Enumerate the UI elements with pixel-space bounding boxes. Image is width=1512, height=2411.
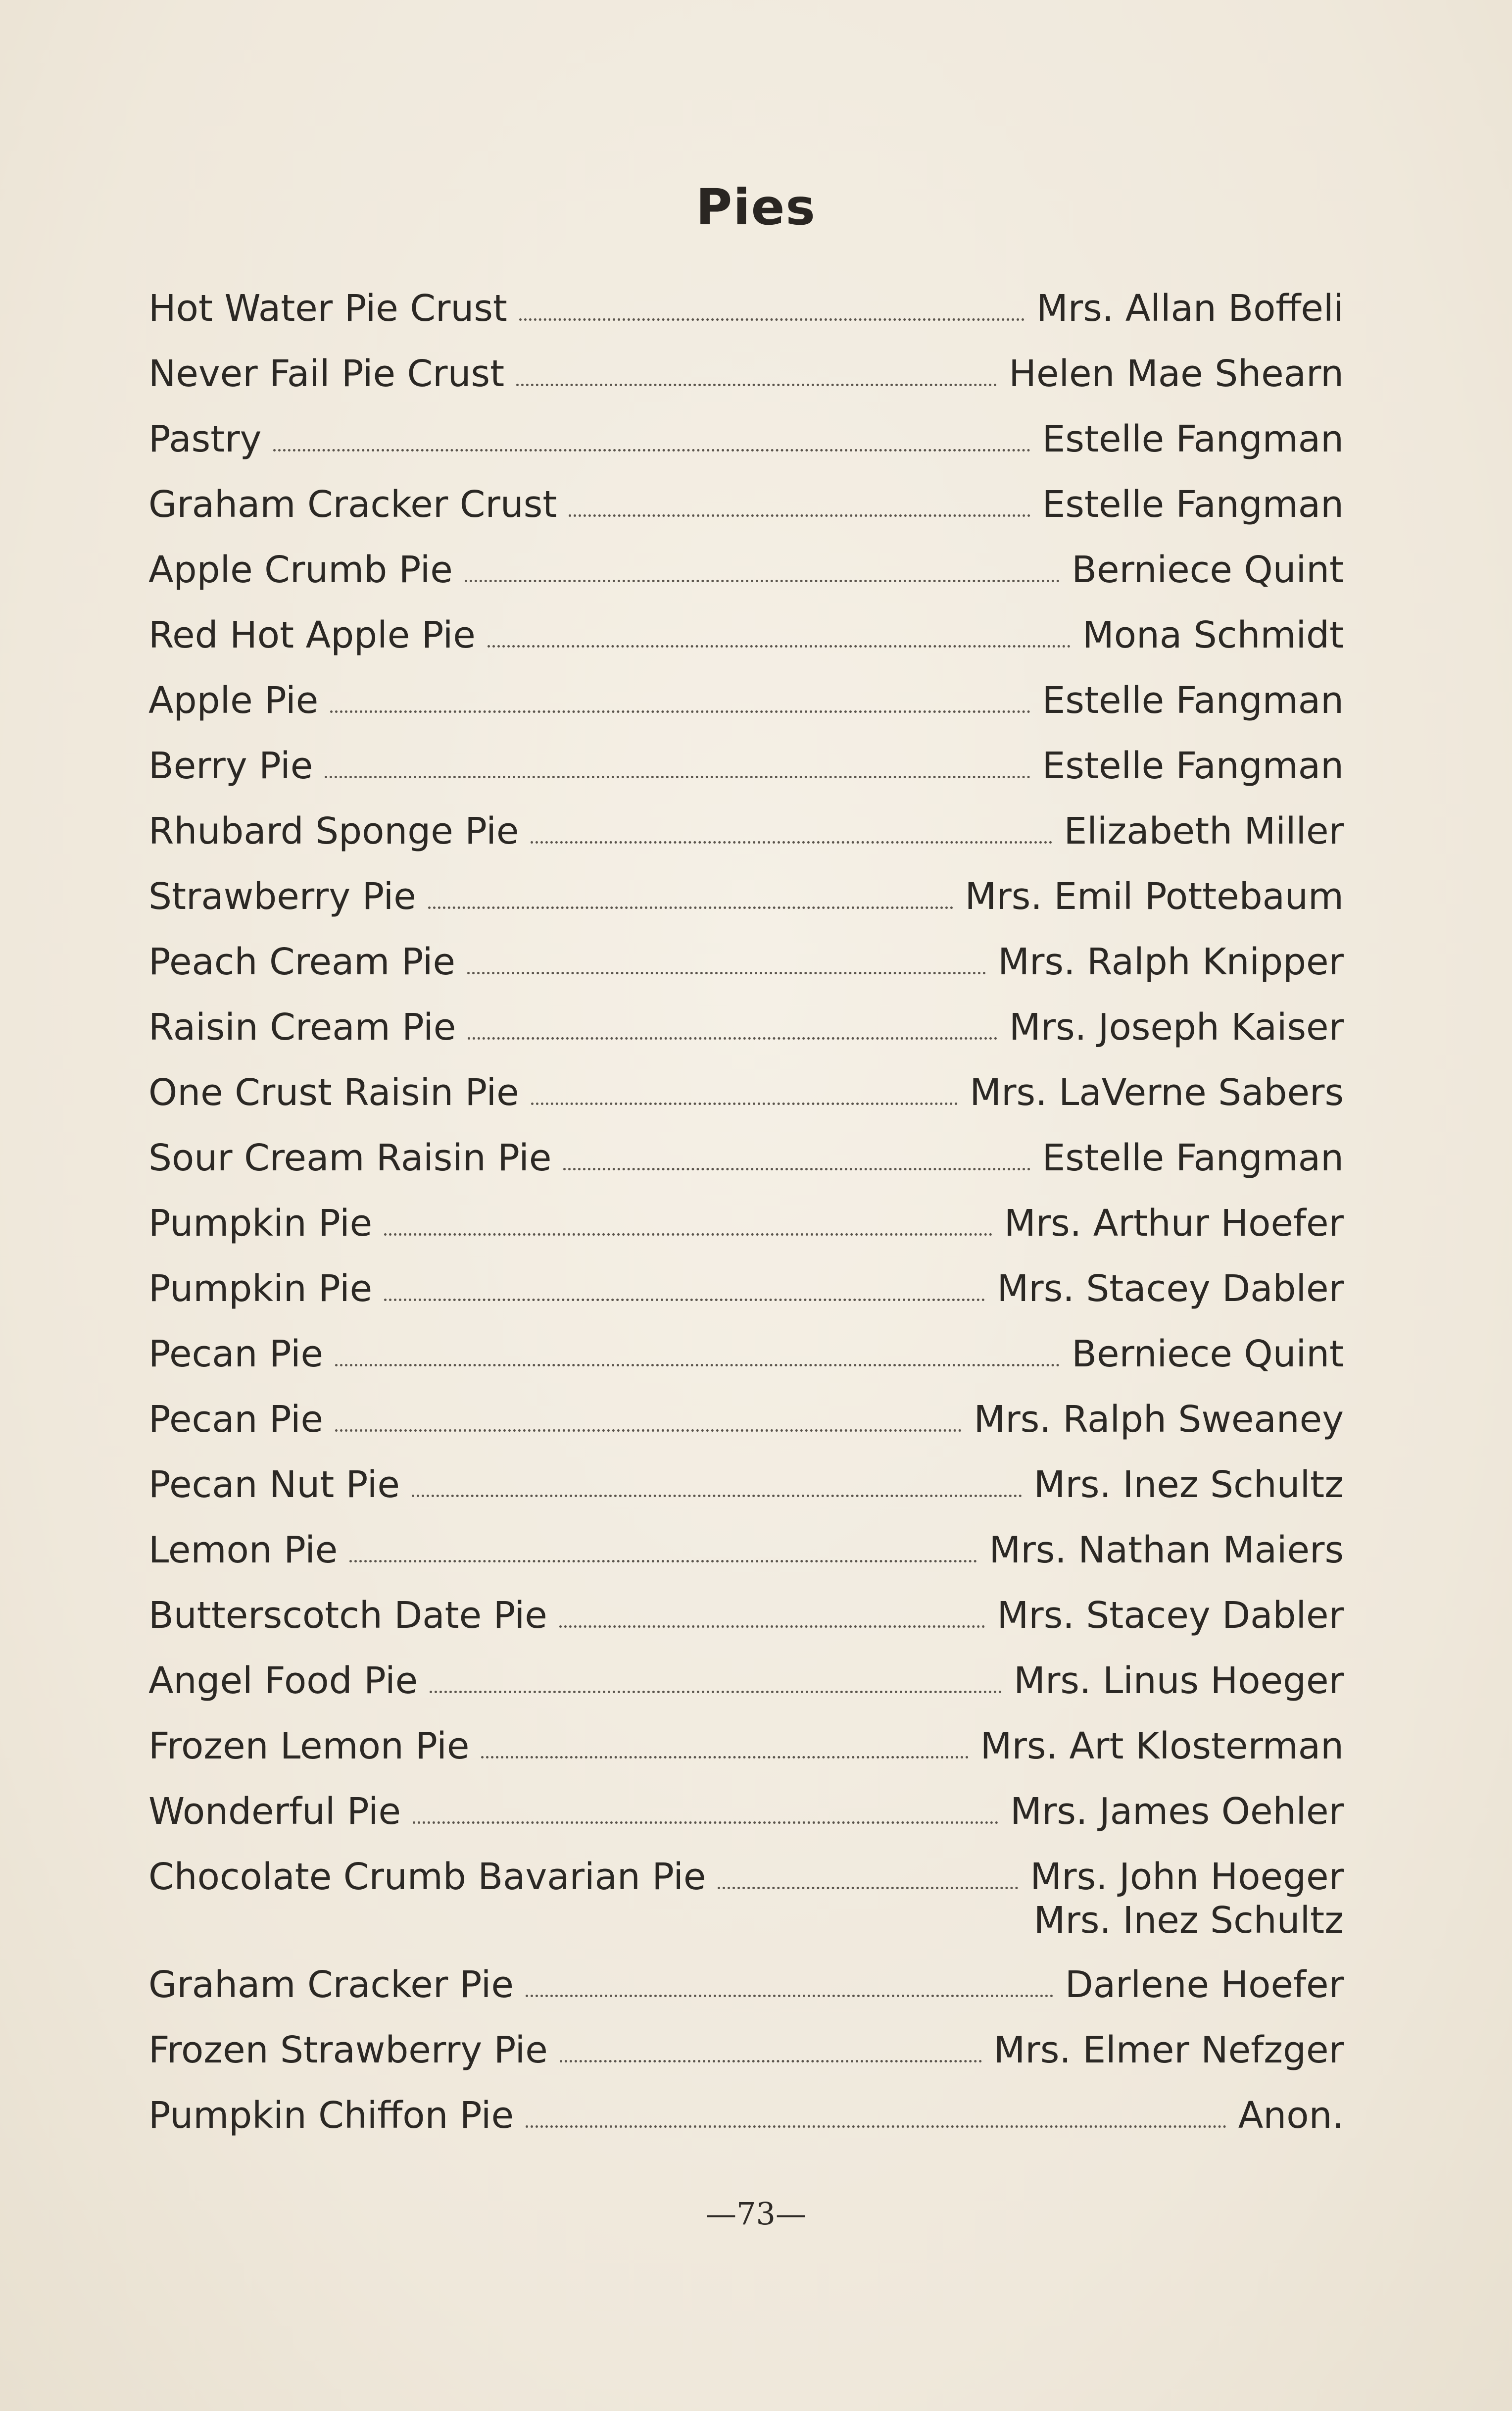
contributor-name: Estelle Fangman <box>1042 745 1344 787</box>
recipe-name: Pumpkin Pie <box>148 1267 373 1310</box>
list-item <box>148 742 1344 807</box>
contributor-name: Anon. <box>1238 2094 1344 2137</box>
recipe-name: One Crust Raisin Pie <box>148 1071 519 1114</box>
dot-leader <box>526 2125 1226 2128</box>
recipe-name: Never Fail Pie Crust <box>148 352 505 395</box>
contributor-name: Mrs. Linus Hoeger <box>1014 1659 1344 1702</box>
recipe-name: Apple Pie <box>148 679 319 722</box>
recipe-name: Lemon Pie <box>148 1529 338 1571</box>
contributor-name: Mrs. Ralph Knipper <box>998 941 1344 983</box>
contributor-name: Mrs. John Hoeger <box>1030 1856 1344 1898</box>
list-item <box>148 1722 1344 1788</box>
dot-leader <box>430 1691 1002 1693</box>
list-item <box>148 1396 1344 1461</box>
contributor-name: Mona Schmidt <box>1082 614 1344 656</box>
recipe-index-list <box>148 285 1344 2157</box>
dot-leader <box>559 1625 985 1628</box>
dot-leader <box>519 318 1024 321</box>
recipe-name: Angel Food Pie <box>148 1659 418 1702</box>
dot-leader <box>428 906 953 909</box>
contributor-name: Mrs. Art Klosterman <box>980 1725 1344 1767</box>
contributor-name: Berniece Quint <box>1072 549 1344 591</box>
recipe-name: Rhubard Sponge Pie <box>148 810 519 853</box>
list-item <box>148 611 1344 677</box>
contributor-name: Mrs. Elmer Nefzger <box>993 2029 1344 2071</box>
list-item <box>148 1961 1344 2026</box>
list-item <box>148 873 1344 938</box>
recipe-name: Strawberry Pie <box>148 875 416 918</box>
dot-leader <box>516 384 997 386</box>
list-item <box>148 546 1344 611</box>
dot-leader <box>325 776 1030 778</box>
contributor-name: Estelle Fangman <box>1042 679 1344 722</box>
list-item <box>148 1265 1344 1330</box>
recipe-name: Raisin Cream Pie <box>148 1006 456 1049</box>
dot-leader <box>526 1995 1053 1997</box>
contributor-group <box>1018 1855 1344 1942</box>
contributor-name: Estelle Fangman <box>1042 1137 1344 1179</box>
recipe-name: Chocolate Crumb Bavarian Pie <box>148 1856 706 1898</box>
contributor-name: Estelle Fangman <box>1042 418 1344 460</box>
dot-leader <box>335 1364 1060 1366</box>
dot-leader <box>560 2060 982 2062</box>
recipe-name: Pecan Pie <box>148 1333 324 1375</box>
recipe-name: Pecan Nut Pie <box>148 1463 400 1506</box>
list-item <box>148 1330 1344 1396</box>
dot-leader <box>718 1887 1018 1889</box>
dot-leader <box>384 1299 985 1301</box>
page-title: Pies <box>696 178 816 236</box>
list-item <box>148 1461 1344 1526</box>
contributor-name: Mrs. Joseph Kaiser <box>1009 1006 1344 1049</box>
dot-leader <box>273 449 1030 452</box>
list-item <box>148 1657 1344 1722</box>
list-item <box>148 807 1344 873</box>
dot-leader <box>330 710 1030 713</box>
dot-leader <box>465 580 1060 582</box>
dot-leader <box>412 1495 1022 1497</box>
list-item <box>148 1788 1344 1853</box>
recipe-name: Pecan Pie <box>148 1398 324 1441</box>
recipe-name: Wonderful Pie <box>148 1790 401 1833</box>
dot-leader <box>563 1168 1030 1170</box>
recipe-name: Red Hot Apple Pie <box>148 614 476 656</box>
list-item <box>148 1004 1344 1069</box>
list-item <box>148 1134 1344 1200</box>
dot-leader <box>531 1103 958 1105</box>
recipe-name: Peach Cream Pie <box>148 941 456 983</box>
list-item <box>148 1526 1344 1592</box>
recipe-name: Butterscotch Date Pie <box>148 1594 547 1637</box>
recipe-name: Apple Crumb Pie <box>148 549 453 591</box>
dot-leader <box>467 972 986 974</box>
contributor-name: Mrs. Stacey Dabler <box>997 1267 1344 1310</box>
recipe-name: Graham Cracker Crust <box>148 483 557 526</box>
list-item <box>148 285 1344 350</box>
recipe-name: Frozen Lemon Pie <box>148 1725 470 1767</box>
recipe-name: Pumpkin Pie <box>148 1202 373 1245</box>
list-item <box>148 2092 1344 2157</box>
contributor-name: Mrs. Allan Boffeli <box>1036 287 1344 330</box>
list-item <box>148 481 1344 546</box>
contributor-name: Mrs. James Oehler <box>1010 1790 1344 1833</box>
recipe-name: Hot Water Pie Crust <box>148 287 507 330</box>
list-item <box>148 2026 1344 2092</box>
contributor-name: Elizabeth Miller <box>1064 810 1344 853</box>
list-item <box>148 415 1344 481</box>
contributor-name: Mrs. Stacey Dabler <box>997 1594 1344 1637</box>
list-item <box>148 1853 1344 1961</box>
list-item <box>148 677 1344 742</box>
recipe-name: Frozen Strawberry Pie <box>148 2029 548 2071</box>
dot-leader <box>481 1756 968 1758</box>
dot-leader <box>349 1560 977 1562</box>
dot-leader <box>488 645 1071 648</box>
list-item <box>148 1592 1344 1657</box>
dot-leader <box>468 1037 997 1040</box>
contributor-name: Mrs. Nathan Maiers <box>989 1529 1344 1571</box>
recipe-name: Pumpkin Chiffon Pie <box>148 2094 514 2137</box>
contributor-name: Mrs. Inez Schultz <box>1033 1463 1344 1506</box>
list-item <box>148 1069 1344 1134</box>
recipe-name: Pastry <box>148 418 262 460</box>
dot-leader <box>569 514 1030 517</box>
dot-leader <box>413 1821 998 1824</box>
list-item <box>148 938 1344 1004</box>
contributor-name: Mrs. Ralph Sweaney <box>974 1398 1344 1441</box>
page-number: —73— <box>706 2196 806 2232</box>
dot-leader <box>335 1429 962 1432</box>
contributor-name: Helen Mae Shearn <box>1009 352 1344 395</box>
contributor-name: Estelle Fangman <box>1042 483 1344 526</box>
recipe-name: Sour Cream Raisin Pie <box>148 1137 552 1179</box>
contributor-name-second: Mrs. Inez Schultz <box>1033 1899 1344 1942</box>
contributor-name: Berniece Quint <box>1072 1333 1344 1375</box>
contributor-name: Darlene Hoefer <box>1065 1963 1344 2006</box>
dot-leader <box>384 1233 992 1236</box>
contributor-name: Mrs. LaVerne Sabers <box>970 1071 1344 1114</box>
list-item <box>148 1200 1344 1265</box>
list-item <box>148 350 1344 415</box>
dot-leader <box>531 841 1052 844</box>
contributor-name: Mrs. Emil Pottebaum <box>965 875 1344 918</box>
recipe-name: Berry Pie <box>148 745 313 787</box>
recipe-name: Graham Cracker Pie <box>148 1963 514 2006</box>
contributor-name: Mrs. Arthur Hoefer <box>1004 1202 1344 1245</box>
